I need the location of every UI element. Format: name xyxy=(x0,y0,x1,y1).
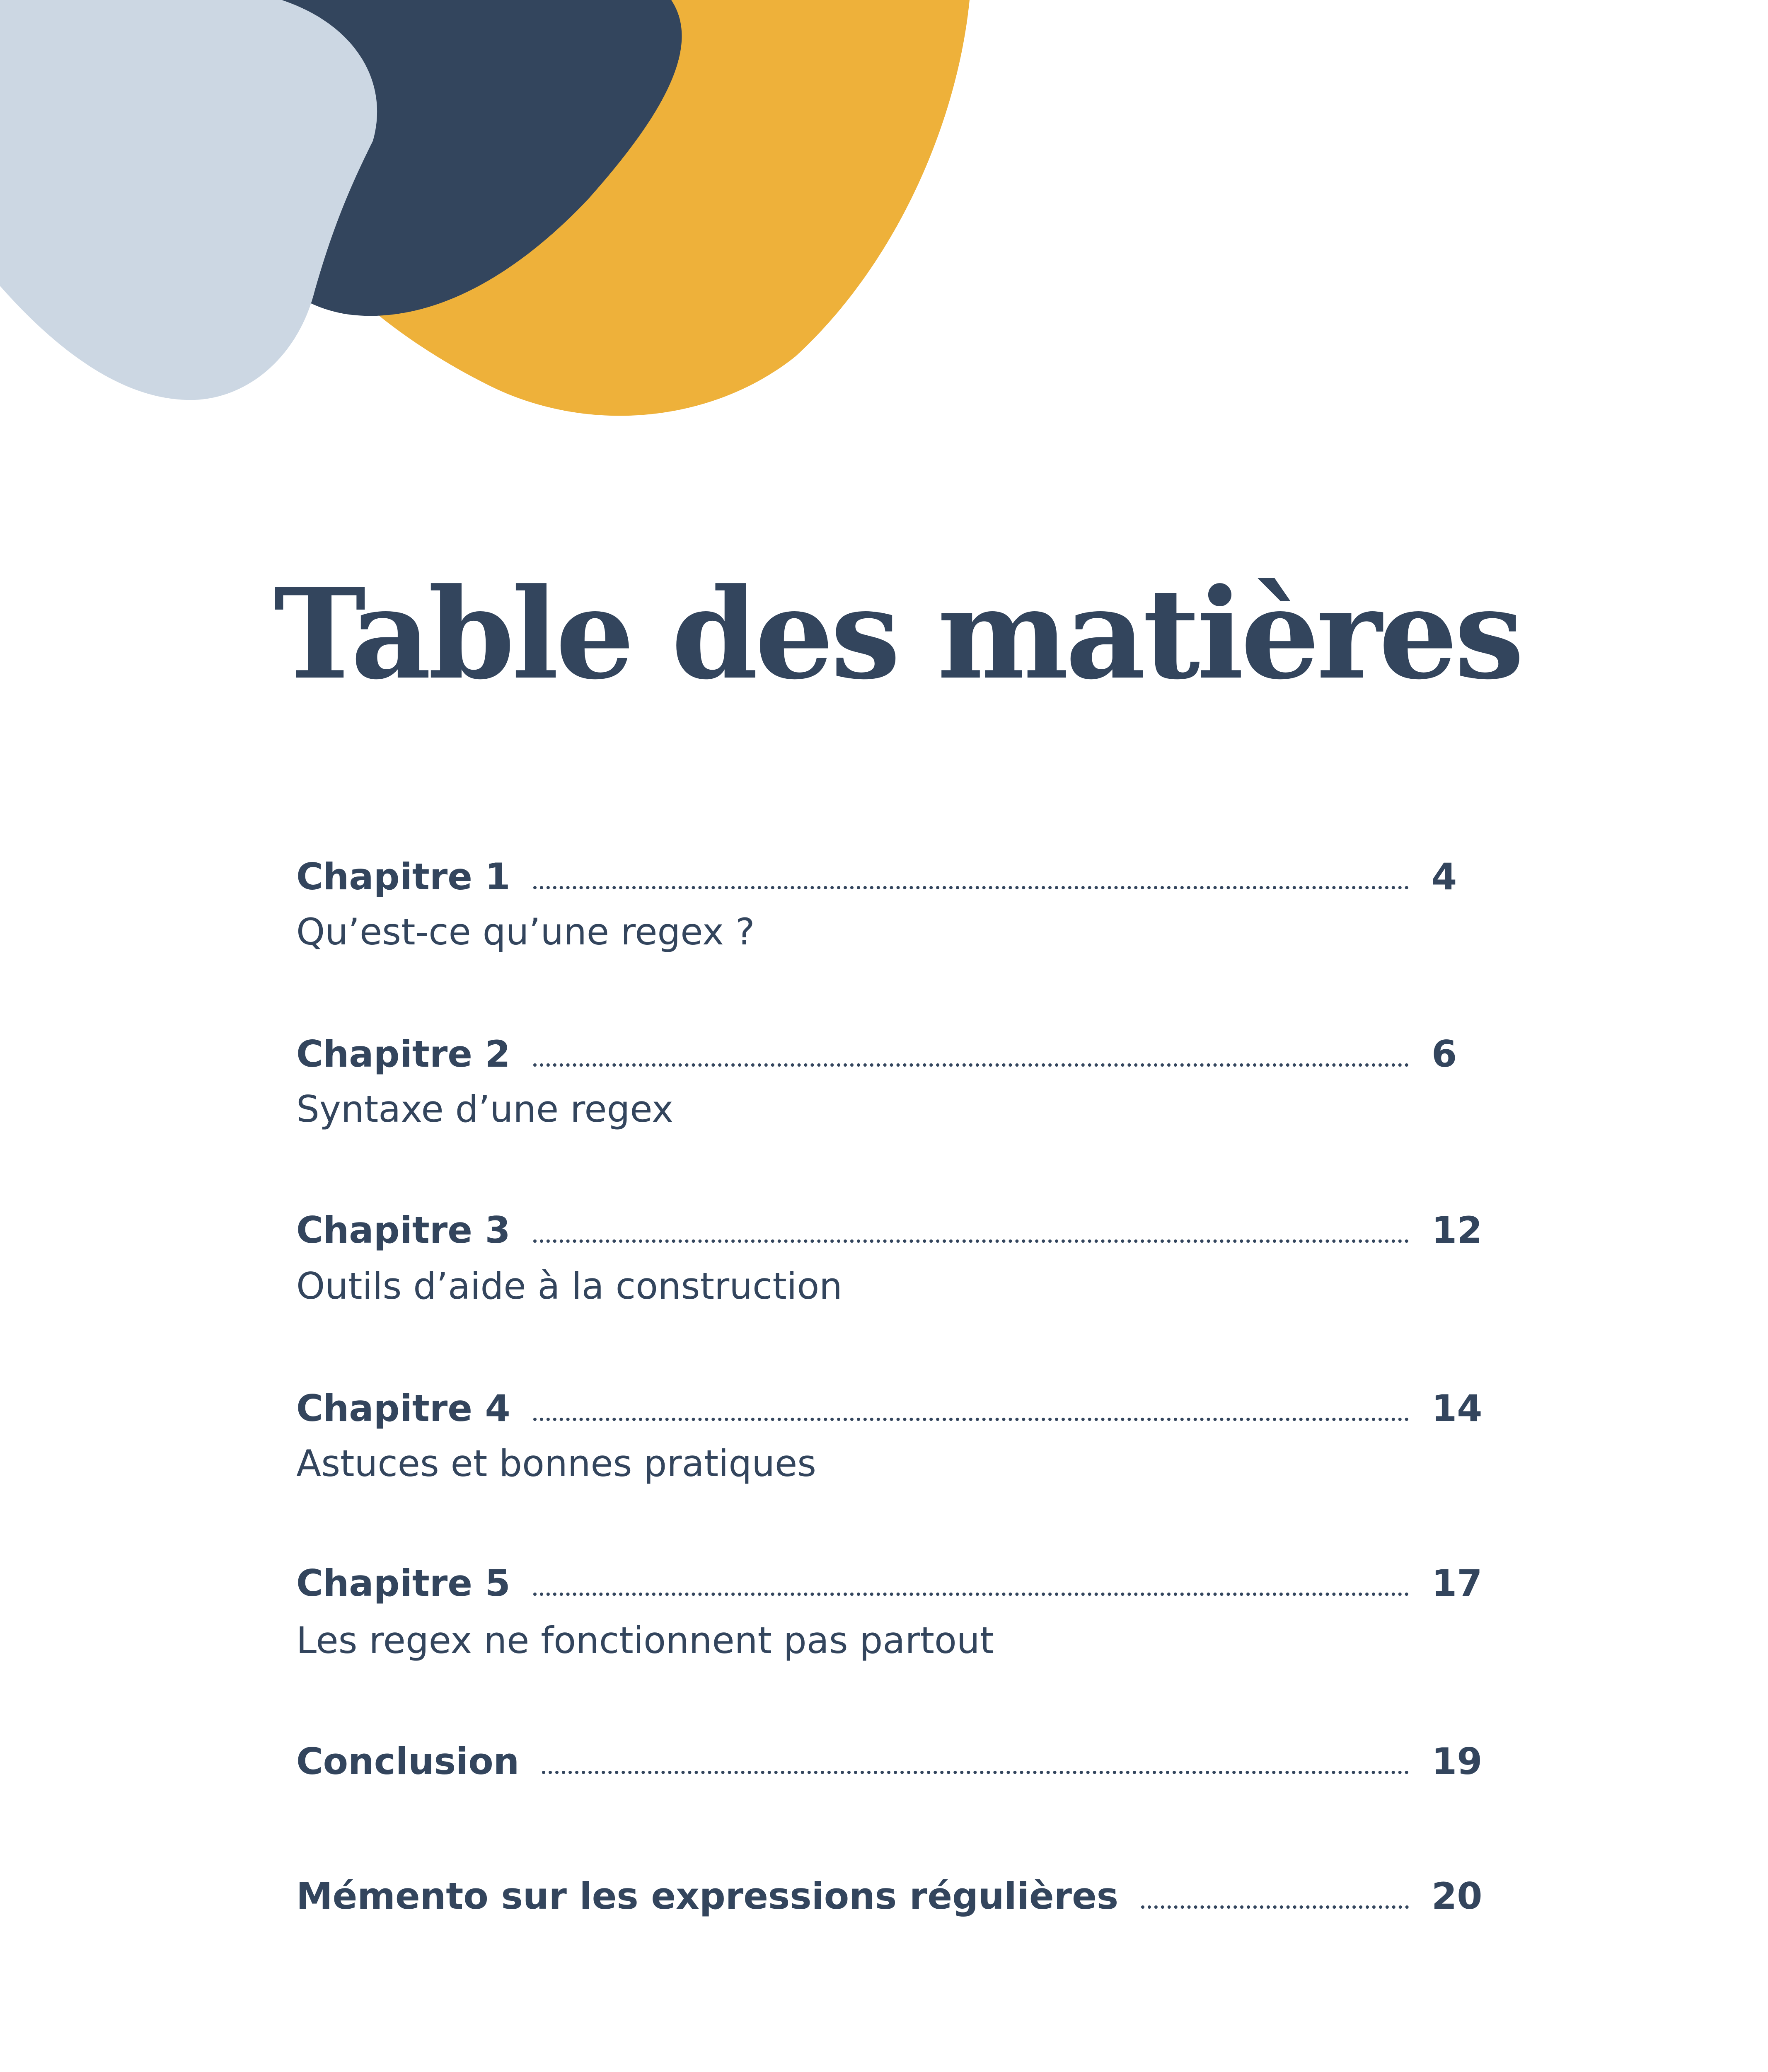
toc-entry-page: 14 xyxy=(1432,1387,1483,1430)
toc-entry-subtitle: Qu’est-ce qu’une regex ? xyxy=(296,910,755,953)
toc-entry-conclusion[interactable] xyxy=(296,1730,1490,1783)
toc-entry-subtitle: Les regex ne fonctionnent pas partout xyxy=(296,1619,994,1662)
toc-entry-chapter-4[interactable] xyxy=(296,1377,1490,1430)
dotted-leader xyxy=(533,1593,1409,1596)
toc-entry-label: Conclusion xyxy=(296,1740,520,1783)
toc-entry-label: Mémento sur les expressions régulières xyxy=(296,1875,1119,1917)
toc-entry-label: Chapitre 3 xyxy=(296,1209,510,1251)
toc-entry-label: Chapitre 4 xyxy=(296,1387,510,1430)
page-title: Table des matières xyxy=(273,561,1521,707)
toc-entry-memento[interactable] xyxy=(296,1865,1490,1915)
toc-entry-chapter-3[interactable] xyxy=(296,1199,1490,1249)
toc-entry-chapter-5[interactable] xyxy=(296,1552,1490,1605)
dotted-leader xyxy=(533,1418,1409,1421)
toc-entry-page: 20 xyxy=(1432,1875,1483,1917)
toc-entry-page: 4 xyxy=(1432,855,1457,898)
toc-entry-subtitle: Astuces et bonnes pratiques xyxy=(296,1442,817,1485)
toc-entry-subtitle: Outils d’aide à la construction xyxy=(296,1265,842,1307)
toc-entry-label: Chapitre 2 xyxy=(296,1033,510,1075)
toc-entry-page: 12 xyxy=(1432,1209,1483,1251)
dotted-leader xyxy=(542,1771,1409,1774)
toc-entry-chapter-2[interactable] xyxy=(296,1023,1490,1075)
dotted-leader xyxy=(533,1239,1409,1243)
dotted-leader xyxy=(533,886,1409,889)
toc-entry-label: Chapitre 5 xyxy=(296,1562,510,1605)
dotted-leader xyxy=(1141,1905,1409,1909)
toc-entry-page: 17 xyxy=(1432,1562,1483,1605)
toc-entry-subtitle: Syntaxe d’une regex xyxy=(296,1088,674,1130)
dotted-leader xyxy=(533,1063,1409,1067)
toc-entry-label: Chapitre 1 xyxy=(296,855,510,898)
toc-entry-page: 19 xyxy=(1432,1740,1483,1783)
toc-entry-page: 6 xyxy=(1432,1033,1457,1075)
toc-entry-chapter-1[interactable] xyxy=(296,845,1490,898)
